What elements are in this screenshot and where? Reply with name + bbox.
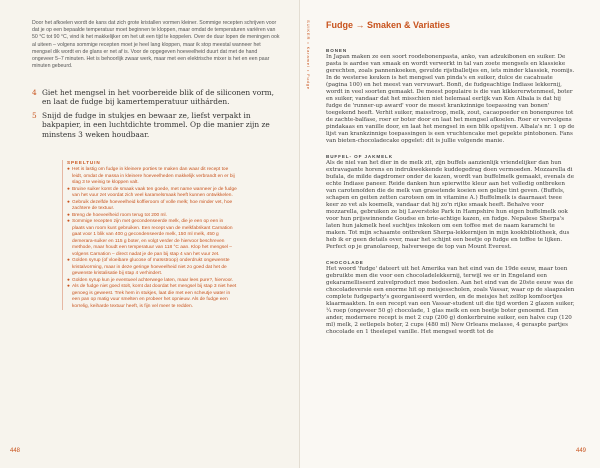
- bullet-icon: ●: [67, 212, 70, 218]
- tip-item: [67, 219, 237, 258]
- section-title: BUFFEL- OF JAKMELK: [326, 154, 393, 159]
- tip-text: Golden syrup kun je eventueel achterwege laten, maar lees pure?, hiervoor.: [72, 277, 234, 283]
- section: [326, 154, 576, 251]
- page-title: Fudge → Smaken & Variaties: [326, 20, 451, 30]
- tips-title: SPEELTUIN: [67, 160, 101, 165]
- intro-paragraph: Door het afkoelen wordt de kans dat zich grote kristallen vormen kleiner. Sommige recepten schrijven voor dat je op een bepaalde temperatuur moet beginnen te kloppen, maar omdat de temperaturen variëren van 50 °C tot 90 °C, vind ik het makkelijker om het uit een tijd te koppelen. Over de duur lopen de meningen ook al uiteen – volgens sommige recepten moet je heel lang kloppen, maar ik stop meestal wanneer het mengsel dik wordt en de glans er net af is. Voor de opgegeven hoeveelheid duurt dat met de hand ongeveer 5–7 minuten. Het is behoorlijk zwaar werk, maar met een elektrische mixer is het en een paar minuten gebeurd.: [32, 20, 280, 70]
- bullet-icon: ●: [67, 284, 70, 289]
- page-number: 449: [575, 448, 586, 454]
- right-page: [300, 0, 600, 468]
- tip-item: [67, 258, 237, 278]
- variations-sections: [326, 48, 576, 345]
- recipe-step: [32, 88, 282, 107]
- bullet-icon: ●: [67, 258, 70, 263]
- running-head: SUIKER • Karamel • Fudge: [306, 20, 311, 90]
- tip-text: Sommige recepten zijn met gecondenseerde melk, die je een op een in plaats van room kunt gebruiken. Een recept van de melkfabrikant Carnation gaat voor 1 blik van 400 g gecondenseerde melk, 150 ml melk, 450 g demerara-suiker en 115 g boter, en volgt verder de hiervoor beschreven methode, maar houdt een temperatuur van 118 °C aan. Klop het mengsel – volgens Carnation – direct nadat je de pan bij stap 4 van het vuur zet.: [72, 219, 233, 257]
- tip-item: [67, 167, 237, 187]
- page-number: 448: [10, 448, 21, 454]
- tip-item: [67, 187, 237, 200]
- tip-text: Breng de hoeveelheid room terug tot 200 ml.: [72, 212, 167, 218]
- tip-text: Golden syrup (of vloeibare glucose of maïsstroop) onderdrukt ongewenste kristalvorming, maar in deze geringe hoeveelheid niet zo goed dat het de gewenste kristalisatie bij stap 4 verhindert.: [72, 258, 230, 276]
- section-title: BONEN: [326, 48, 348, 53]
- recipe-step: [32, 111, 282, 139]
- tips-box: [62, 160, 237, 310]
- step-text: Snijd de fudge in stukjes en bewaar ze, liefst verpakt in bakpapier, in een luchtdichte trommel. Op die manier zijn ze minstens 3 weken houdbaar.: [42, 110, 270, 139]
- section-body: Als de niel van het dier in de melk zit, zijn buffels aanzienlijk vriendelijker dan hun extravagante horens en indrukwekkende kuddegedrag doen vermoeden. Mozzarella di bufala, de milde dagdromer onder de kazen, wordt van buffelmelk gemaakt, evenals de echte Indiase paneer. Reide danken hun spierwitte kleur aan het volledig ontbreken van carotenoïden die de melk van grasetende koeien een gelige tint geven. (Buffels, schapen en geiten zetten caroteen om in vitamine A.) Buffelmelk is daarnaast twee keer zo vet als koemelk, vandaar dat hij zo'n rijke smaak heeft. Behalve voor mozzarella, gebruiken ze bij Laverstoke Park in Hampshire hun eigen buffelmelk ook voor hun prijswinnende Goudse en brie-achtige kazen, en fudge. Nepalese Sherpa's laten hun jakmelk heel suchtjes inkoken om een toffee met de naam karamchi te maken. Tot mijn schaamte ontbreken Sherpa-lekkernijen in mijn kookbibliotheek, dus heb ik er geen details over, maar het schijnt een beetje op fudge en toffee te lijken. Perfect op je granolareep, halverwege de top van Mount Everest.: [326, 160, 575, 250]
- tips-list: [67, 167, 237, 310]
- bullet-icon: ●: [67, 167, 70, 172]
- tip-text: Bruine suiker komt de smaak vaak ten goede, met name wanneer je de fudge van het vuur zet voordat zich veel karamelsmaak heeft kunnen ontwikkelen.: [72, 186, 237, 198]
- step-text: Giet het mengsel in het voorbereide blik of de siliconen vorm, en laat de fudge bij kamertemperatuur uithárden.: [42, 88, 275, 107]
- section-title: CHOCOLADE: [326, 260, 364, 265]
- tip-text: Als de fudge niet goed stolt, komt dat doordat het mengsel bij stap 3 niet heet genoeg is geweest. Trek hem in stukjes, laat die met een scheutje water in een pan op matig vuur smelten en probeer het opnieuw. Als de fudge een korrelig, keiharde textuur heeft, is fijn vel meer te redden.: [72, 284, 237, 309]
- bullet-icon: ●: [67, 199, 70, 205]
- section: [326, 48, 576, 145]
- section: [326, 260, 576, 336]
- recipe-steps: [32, 88, 282, 143]
- bullet-icon: ●: [67, 277, 70, 283]
- bullet-icon: ●: [67, 219, 70, 224]
- step-number: 4: [32, 88, 37, 97]
- tip-text: Gebruik dezelfde hoeveelheid koffieroom of volle melk; hoe minder vet, hoe zachtere de textuur.: [72, 199, 233, 211]
- bullet-icon: ●: [67, 186, 70, 192]
- step-number: 5: [32, 110, 37, 120]
- tip-text: Het is lastig om fudge in kleinere porties te maken dan waar dit recept toe leidt, omdat de massa in kleinere hoeveelheden makkelijk verbrandt en er bij slag 3 te weinig te kloppen valt.: [72, 167, 235, 185]
- section-body: In Japan maken ze een soort roodebonenpasta, anko, van adzukibonen en suiker. De pasta is aardse van smaak en wordt verwerkt in tal van zoete mengsels en klassieke gerechten, zoals pannenkoeken, gevulde rijstballetjes en, iets minder klassiek, roomijs. In de westerse keuken is het mengsel van pinda's en suiker, dulce de cacahuate (pagina 100) en het meest van vervuwart. Bonfi, de fudgeachtige Indiase lekkernij, wordt in veel soorten gemaakt. De meest populaire is die van kikkererwtenmeel, boter en suiker, vandaar dat het misschien niet helemaal eerlijk van Ken Albala is dat hij fudge de 'runner-up award' voor de meest krankzinnige toepassing van bonen' toegekend heeft. Verhit suiker, maisstroop, melk, zout, cacaopoeder en bonenpuree tot de zachte-balfase, roer er boter door en laat het mengsel afkoelen. Roer er vervolgens pindakaas en vanille door, en laat het mengsel in een blik opstijven. Albala's nr. 1 op de lijst van krankzinnige toepassingen is een vruchtencake met gepekte pintobonen. Fans van bieten-chocoladecake opgelet: dit is jullie volgende manie.: [326, 54, 575, 144]
- tip-item: [67, 284, 237, 310]
- section-body: Het woord 'fudge' dateert uit het Amerika van het eind van de 19de eeuw, maar toen gebruikte men die voor een chocoladelekkernij, terwijl we er in Engeland een gekaramelliseerd zuivelproduct mee bedoelen. Aan het eind van de 20ste eeuw was de chocoladeversie een enorme hit op meisjesscholen, zoals Vassar, waar op de slaapzalen complete fudgeparty's georganiseerd werden, en de meisjes het zelfop komfoortjes klaarmaakten. In een recept van een Vassar-student uit die tijd worden 2 glazen suiker, ¼ roep (ongeveer 50 g) chocolade, 1 glas melk en een beetje boter genoemd. Een ander, modernere recept is met 2 cup (200 g) donkerbruine suiker, een halve cup (120 ml) melk, 2 eetlepels boter, 2 cups (480 ml) New Orleans melasse, 4 geraspte partjes chocolade en 1 theelepel vanille. Het mengsel wordt tot de: [326, 266, 575, 335]
- tip-item: [67, 200, 237, 213]
